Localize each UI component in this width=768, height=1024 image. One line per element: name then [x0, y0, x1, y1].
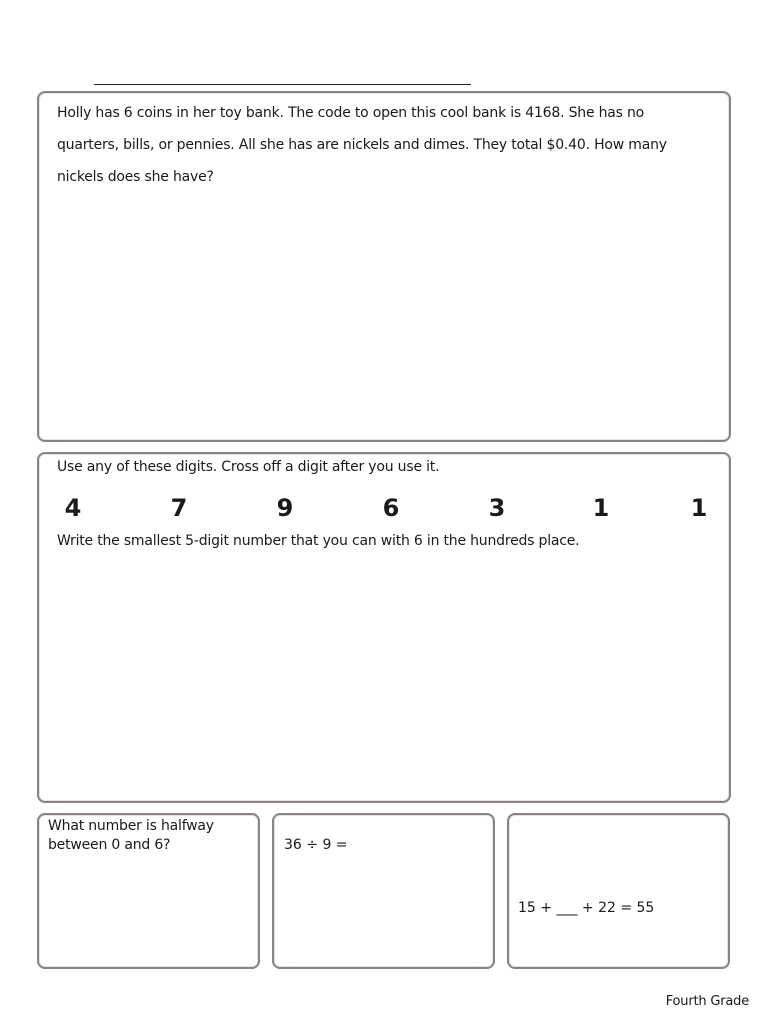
division-equation: 36 ÷ 9 =: [284, 837, 348, 853]
digit: 9: [276, 494, 294, 522]
grade-label: Fourth Grade: [665, 994, 749, 1009]
digit: 7: [170, 494, 188, 522]
name-line: [94, 84, 471, 85]
digits-instruction: Use any of these digits. Cross off a digit after you use it.: [57, 459, 440, 475]
digit: 6: [382, 494, 400, 522]
problem-box-halfway: [37, 813, 260, 969]
digit: 3: [488, 494, 506, 522]
problem-box-coins: [37, 91, 731, 442]
problem-box-digits: [37, 452, 731, 803]
digit-row: [39, 494, 729, 524]
digit: 1: [690, 494, 708, 522]
halfway-question: What number is halfway between 0 and 6?: [48, 818, 214, 853]
digit: 4: [64, 494, 82, 522]
digit: 1: [592, 494, 610, 522]
missing-addend-equation: 15 + ___ + 22 = 55: [518, 900, 655, 916]
digits-question: Write the smallest 5-digit number that you can with 6 in the hundreds place.: [57, 533, 580, 549]
coins-problem-text: Holly has 6 coins in her toy bank. The code to open this cool bank is 4168. She has no quarters, bills, or pennies. All she has are nickels and dimes. They total $0.40. How many nickels does she have?: [57, 105, 667, 185]
problem-box-missing-addend: [507, 813, 730, 969]
problem-box-division: [272, 813, 495, 969]
